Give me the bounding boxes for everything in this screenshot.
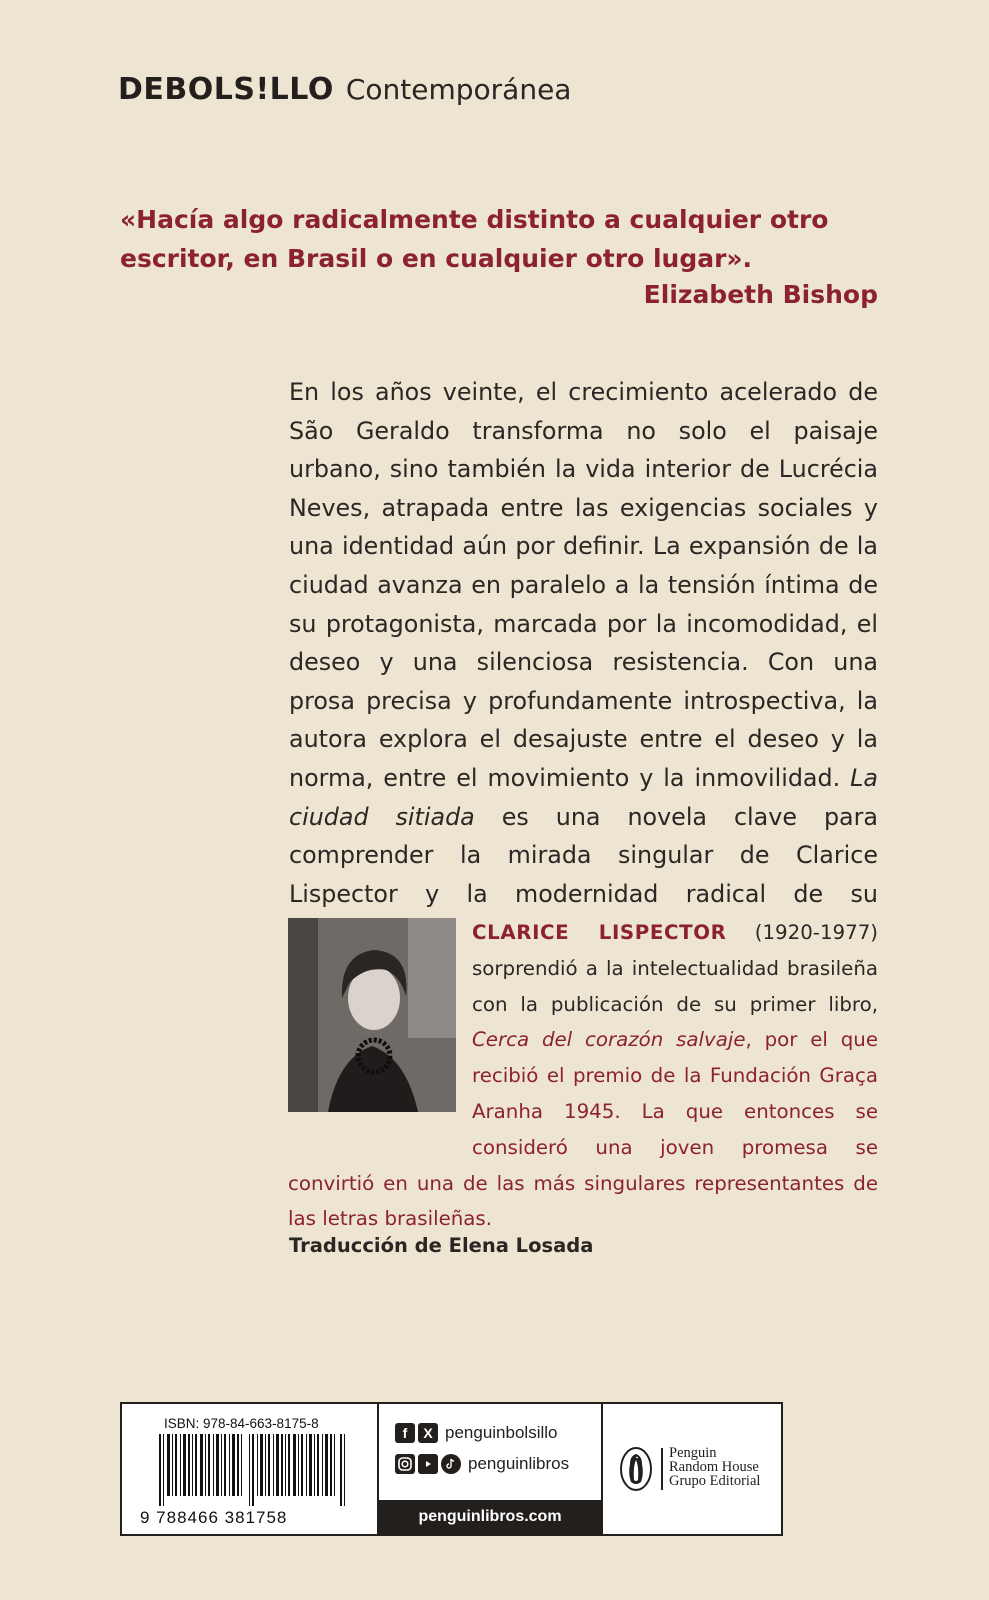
instagram-icon[interactable] — [395, 1454, 415, 1474]
barcode-digits: 9 788466 381758 — [140, 1508, 288, 1527]
debolsillo-logo: DEBOLS!LLO — [118, 72, 334, 107]
social-row-1 — [395, 1423, 557, 1443]
quote-text: «Hacía algo radicalmente distinto a cualquier otro escritor, en Brasil o en cualquier otro lugar». — [120, 205, 829, 273]
x-icon[interactable]: X — [418, 1423, 438, 1443]
author-dates: (1920-1977) sorprendió a la intelectualidad brasileña con la publicación de su primer libro, — [472, 921, 878, 1016]
barcode-icon — [159, 1434, 349, 1506]
publisher-line-2: Random House — [669, 1459, 759, 1475]
penguin-icon — [619, 1446, 653, 1492]
book-title: La ciudad sitiada — [289, 763, 878, 831]
synopsis-text: En los años veinte, el crecimiento acelerado de São Geraldo transforma no solo el paisaje urbano, sino también la vida interior de Lucrécia Neves, atrapada entre las exigencias sociales y una identidad aún por definir. La expansión de la ciudad avanza en paralelo a la tensión íntima de su protagonista, marcada por la incomodidad, el deseo y una silenciosa resistencia. Con una prosa precisa y profundamente introspectiva, la autora explora el desajuste entre el deseo y la norma, entre el movimiento y la inmovilidad. — [289, 378, 878, 792]
social-handle-libros[interactable]: penguinlibros — [468, 1454, 570, 1473]
bio-rest: , por el que recibió el premio de la Fundación Graça Aranha 1945. La que entonces se consideró una joven promesa se convirtió en una de las más singulares representantes de las letras brasileñas. — [288, 1028, 878, 1231]
translation-credit: Traducción de Elena Losada — [289, 1234, 594, 1257]
tiktok-icon[interactable] — [441, 1454, 461, 1474]
youtube-icon[interactable] — [418, 1454, 438, 1474]
social-handle-bolsillo[interactable]: penguinbolsillo — [445, 1423, 558, 1442]
first-book-title: Cerca del corazón salvaje — [472, 1028, 746, 1052]
photo-spacer — [288, 915, 472, 1130]
quote-author: Elizabeth Bishop — [643, 280, 878, 309]
publisher-name — [669, 1446, 760, 1488]
isbn-label: ISBN: 978-84-663-8175-8 — [164, 1416, 319, 1431]
publishing-info-box — [120, 1402, 783, 1536]
synopsis-text-end: es una novela clave para comprender la mirada singular de Clarice Lispector y la modernidad radical de su — [289, 802, 878, 908]
publisher-line-1: Penguin — [669, 1445, 717, 1461]
synopsis — [289, 373, 878, 952]
website-link[interactable]: penguinlibros.com — [379, 1500, 601, 1534]
publisher-divider — [661, 1448, 663, 1490]
social-row-2 — [395, 1454, 569, 1474]
publisher-block — [603, 1404, 781, 1534]
collection-name: Contemporánea — [345, 73, 572, 106]
isbn-block — [122, 1404, 379, 1534]
facebook-icon[interactable]: f — [395, 1423, 415, 1443]
social-block — [379, 1404, 603, 1534]
author-name: CLARICE LISPECTOR — [472, 921, 727, 944]
publisher-header — [118, 72, 571, 107]
review-quote — [120, 200, 878, 312]
publisher-line-3: Grupo Editorial — [669, 1473, 761, 1489]
author-bio — [288, 915, 878, 1237]
